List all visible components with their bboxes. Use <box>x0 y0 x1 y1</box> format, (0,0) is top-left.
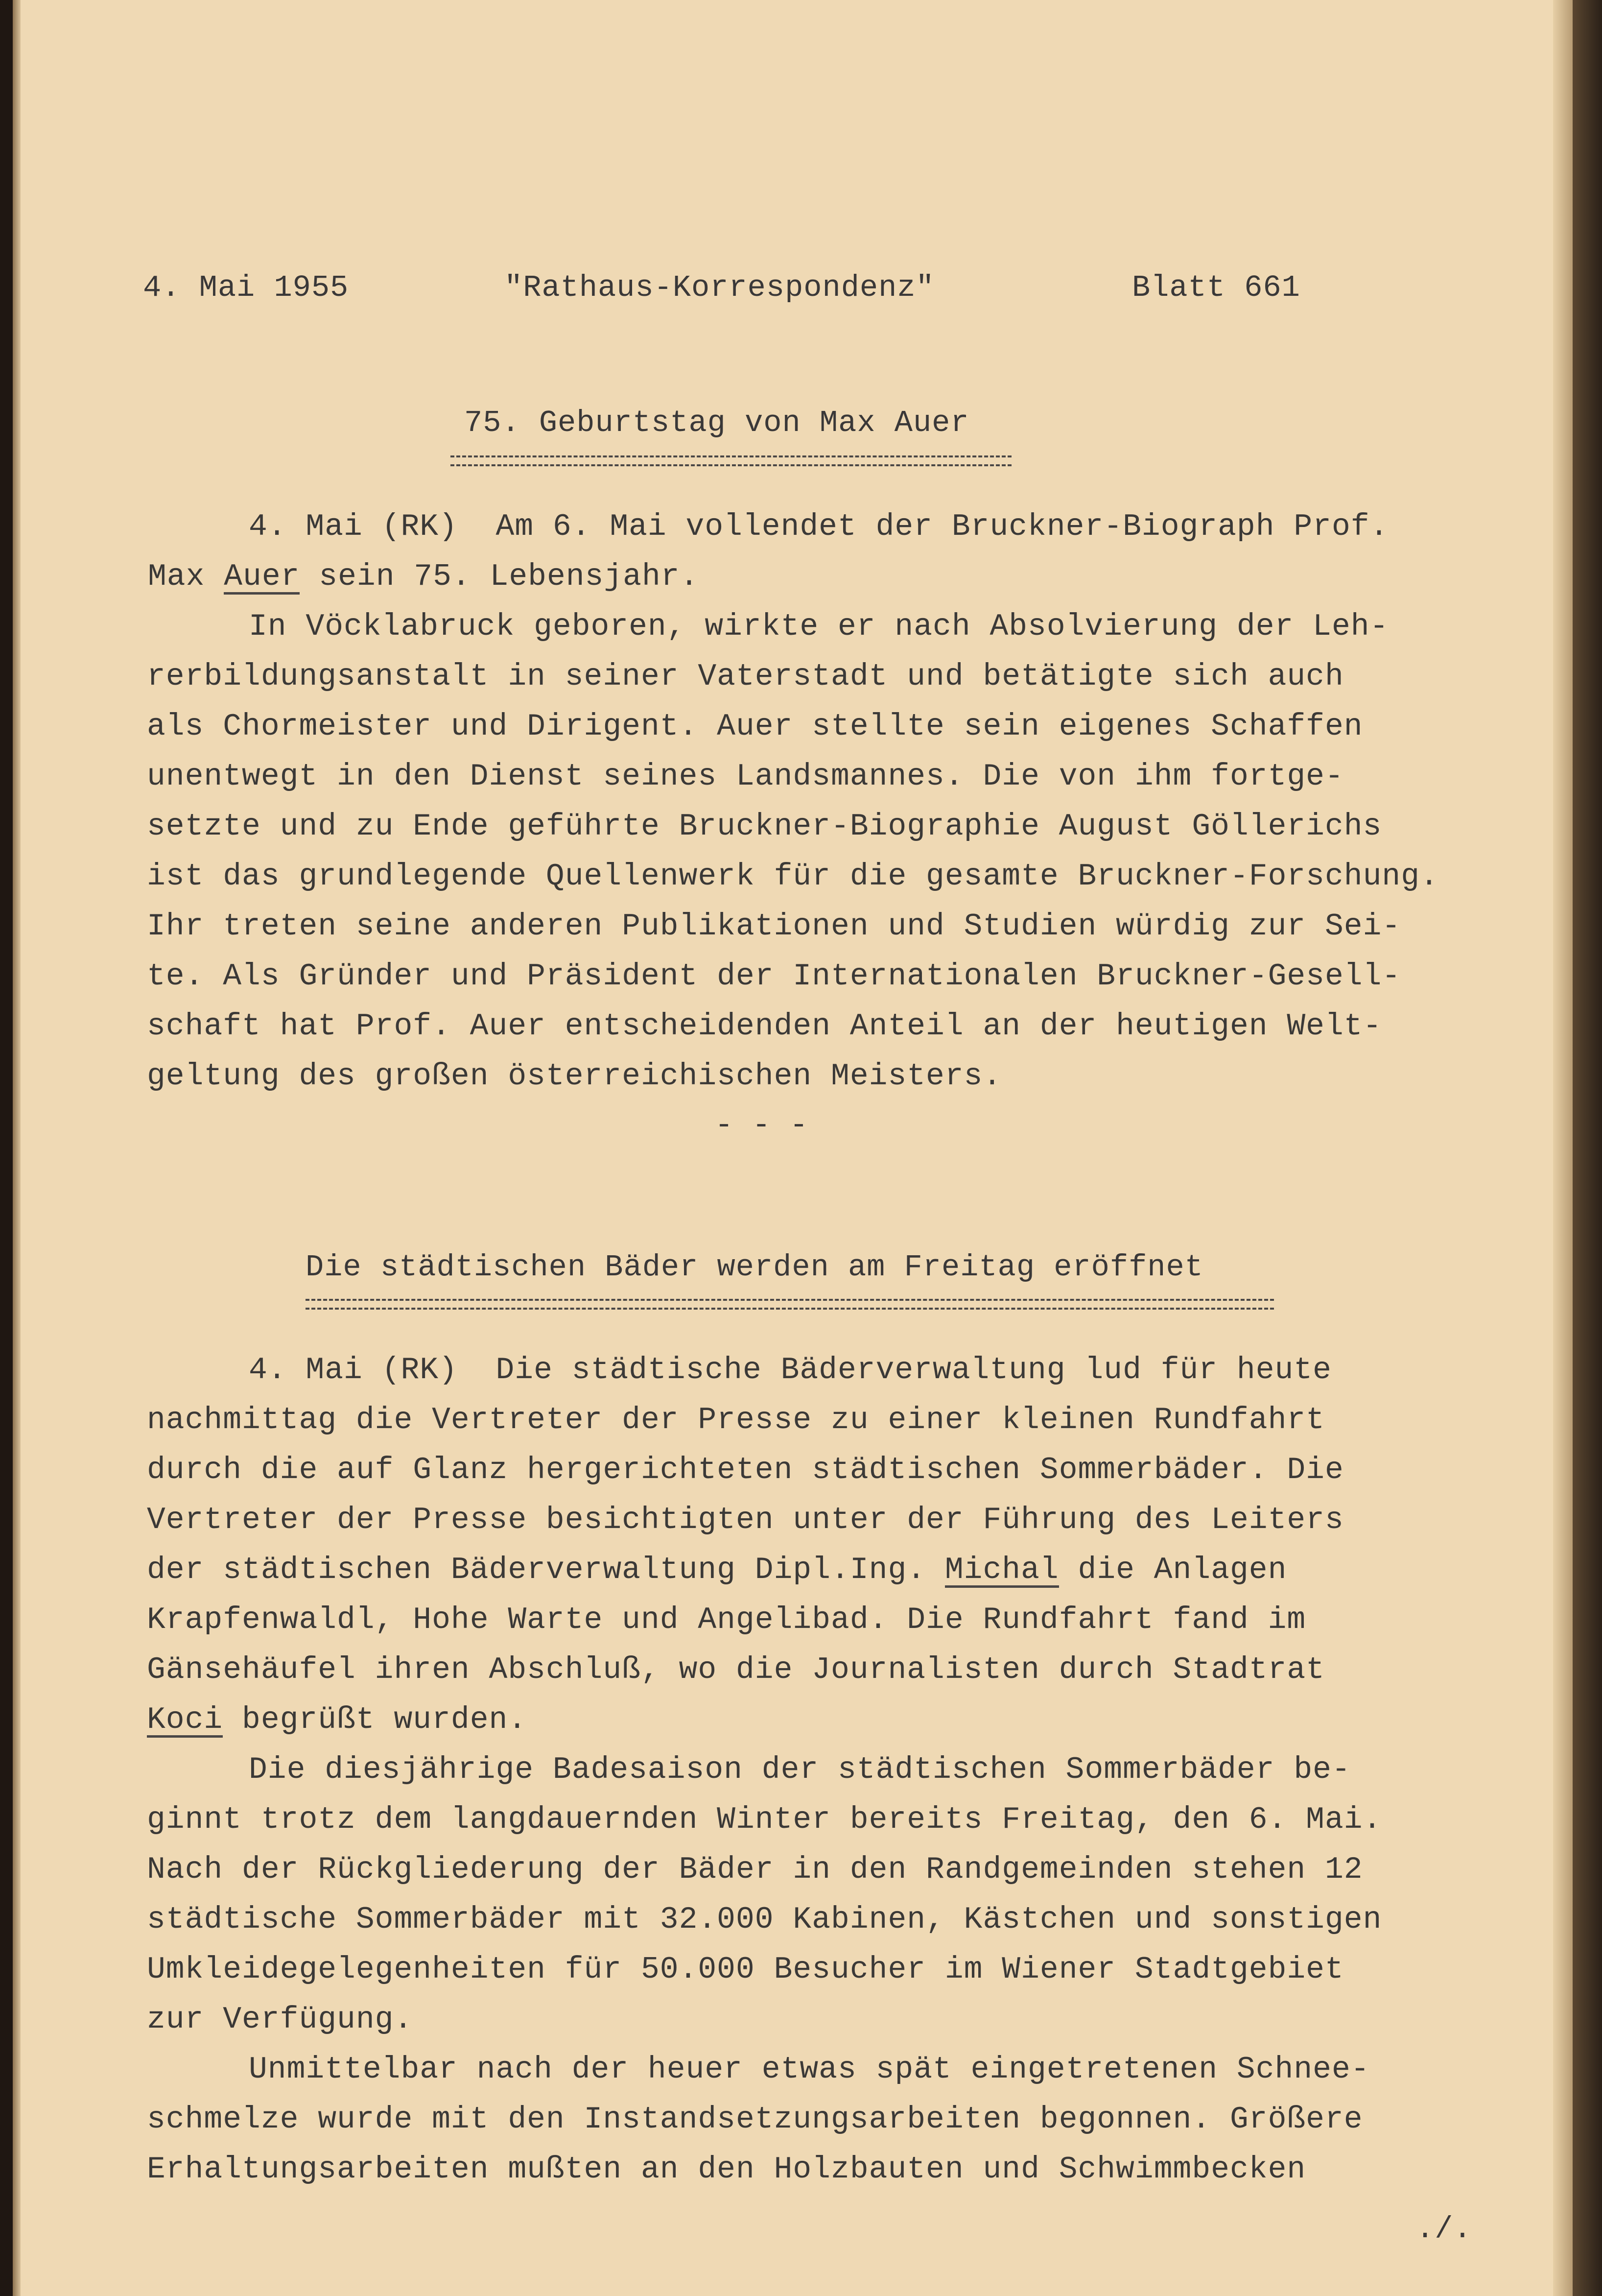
article2-line <box>147 1702 527 1738</box>
article1-line: ist das grundlegende Quellenwerk für die gesamte Bruckner-Forschung. <box>147 859 1439 894</box>
header-date: 4. Mai 1955 <box>143 270 349 305</box>
article2-line: Krapfenwaldl, Hohe Warte und Angelibad. Die Rundfahrt fand im <box>147 1602 1306 1637</box>
article1-line: geltung des großen österreichischen Meisters. <box>147 1059 1002 1094</box>
page-edge-right <box>1553 0 1573 2296</box>
article2-line: schmelze wurde mit den Instandsetzungsarbeiten begonnen. Größere <box>147 2102 1363 2137</box>
article2-line: zur Verfügung. <box>147 2002 413 2037</box>
article2-line: Erhaltungsarbeiten mußten an den Holzbauten und Schwimmbecken <box>147 2152 1306 2187</box>
article1-line: rerbildungsanstalt in seiner Vaterstadt und betätigte sich auch <box>147 659 1344 694</box>
article1-line: unentwegt in den Dienst seines Landsmannes. Die von ihm fortge- <box>147 759 1344 794</box>
article2-line-end: die Anlagen <box>1078 1553 1287 1587</box>
article2-line: Unmittelbar nach der heuer etwas spät eingetretenen Schnee- <box>249 2052 1370 2087</box>
binding-shadow <box>0 0 13 2296</box>
article2-line: durch die auf Glanz hergerichteten städtischen Sommerbäder. Die <box>147 1453 1344 1487</box>
article1-line: te. Als Gründer und Präsident der Internationalen Bruckner-Gesell- <box>147 959 1401 994</box>
article2-title: Die städtischen Bäder werden am Freitag eröffnet <box>306 1250 1203 1285</box>
title-double-underline <box>450 455 1012 466</box>
article2-line-start: der städtischen Bäderverwaltung Dipl.Ing. <box>147 1553 926 1587</box>
header-sheet-number: Blatt 661 <box>1132 270 1300 305</box>
article2-line: Gänsehäufel ihren Abschluß, wo die Journalisten durch Stadtrat <box>147 1652 1325 1687</box>
article1-line: als Chormeister und Dirigent. Auer stellte sein eigenes Schaffen <box>147 709 1363 744</box>
person-name-first: Max <box>148 559 205 594</box>
article2-line: nachmittag die Vertreter der Presse zu einer kleinen Rundfahrt <box>147 1403 1325 1437</box>
title-double-underline <box>306 1299 1274 1310</box>
article2-line: Nach der Rückgliederung der Bäder in den Randgemeinden stehen 12 <box>147 1852 1363 1887</box>
article1-line: Ihr treten seine anderen Publikationen und Studien würdig zur Sei- <box>147 909 1401 944</box>
article1-line: 4. Mai (RK) Am 6. Mai vollendet der Bruckner-Biograph Prof. <box>249 509 1389 544</box>
article1-title: 75. Geburtstag von Max Auer <box>464 406 969 440</box>
article2-line-rest: begrüßt wurden. <box>242 1702 527 1737</box>
person-name-underlined: Koci <box>147 1702 223 1737</box>
article1-line: setzte und zu Ende geführte Bruckner-Biographie August Göllerichs <box>147 809 1382 844</box>
person-name-underlined: Michal <box>944 1553 1059 1587</box>
header-publication: "Rathaus-Korrespondenz" <box>504 270 935 305</box>
continuation-mark: ./. <box>1416 2212 1472 2247</box>
article2-line: städtische Sommerbäder mit 32.000 Kabinen, Kästchen und sonstigen <box>147 1902 1382 1937</box>
section-separator: - - - <box>715 1108 809 1143</box>
article2-line: Vertreter der Presse besichtigten unter der Führung des Leiters <box>147 1503 1344 1537</box>
article2-line: 4. Mai (RK) Die städtische Bäderverwaltung lud für heute <box>249 1353 1332 1387</box>
article1-line-rest: sein 75. Lebensjahr. <box>319 559 699 594</box>
binding-shadow-right <box>1573 0 1602 2296</box>
article2-line: Umkleidegelegenheiten für 50.000 Besucher im Wiener Stadtgebiet <box>147 1952 1344 1987</box>
article1-line: In Vöcklabruck geboren, wirkte er nach Absolvierung der Leh- <box>249 609 1389 644</box>
article2-line: Die diesjährige Badesaison der städtischen Sommerbäder be- <box>249 1752 1351 1787</box>
article2-line <box>147 1553 1287 1588</box>
person-name-underlined: Auer <box>224 559 300 594</box>
article1-line: schaft hat Prof. Auer entscheidenden Anteil an der heutigen Welt- <box>147 1009 1382 1044</box>
page-edge <box>13 0 21 2296</box>
article1-line <box>148 559 699 595</box>
article2-line: ginnt trotz dem langdauernden Winter bereits Freitag, den 6. Mai. <box>147 1802 1382 1837</box>
